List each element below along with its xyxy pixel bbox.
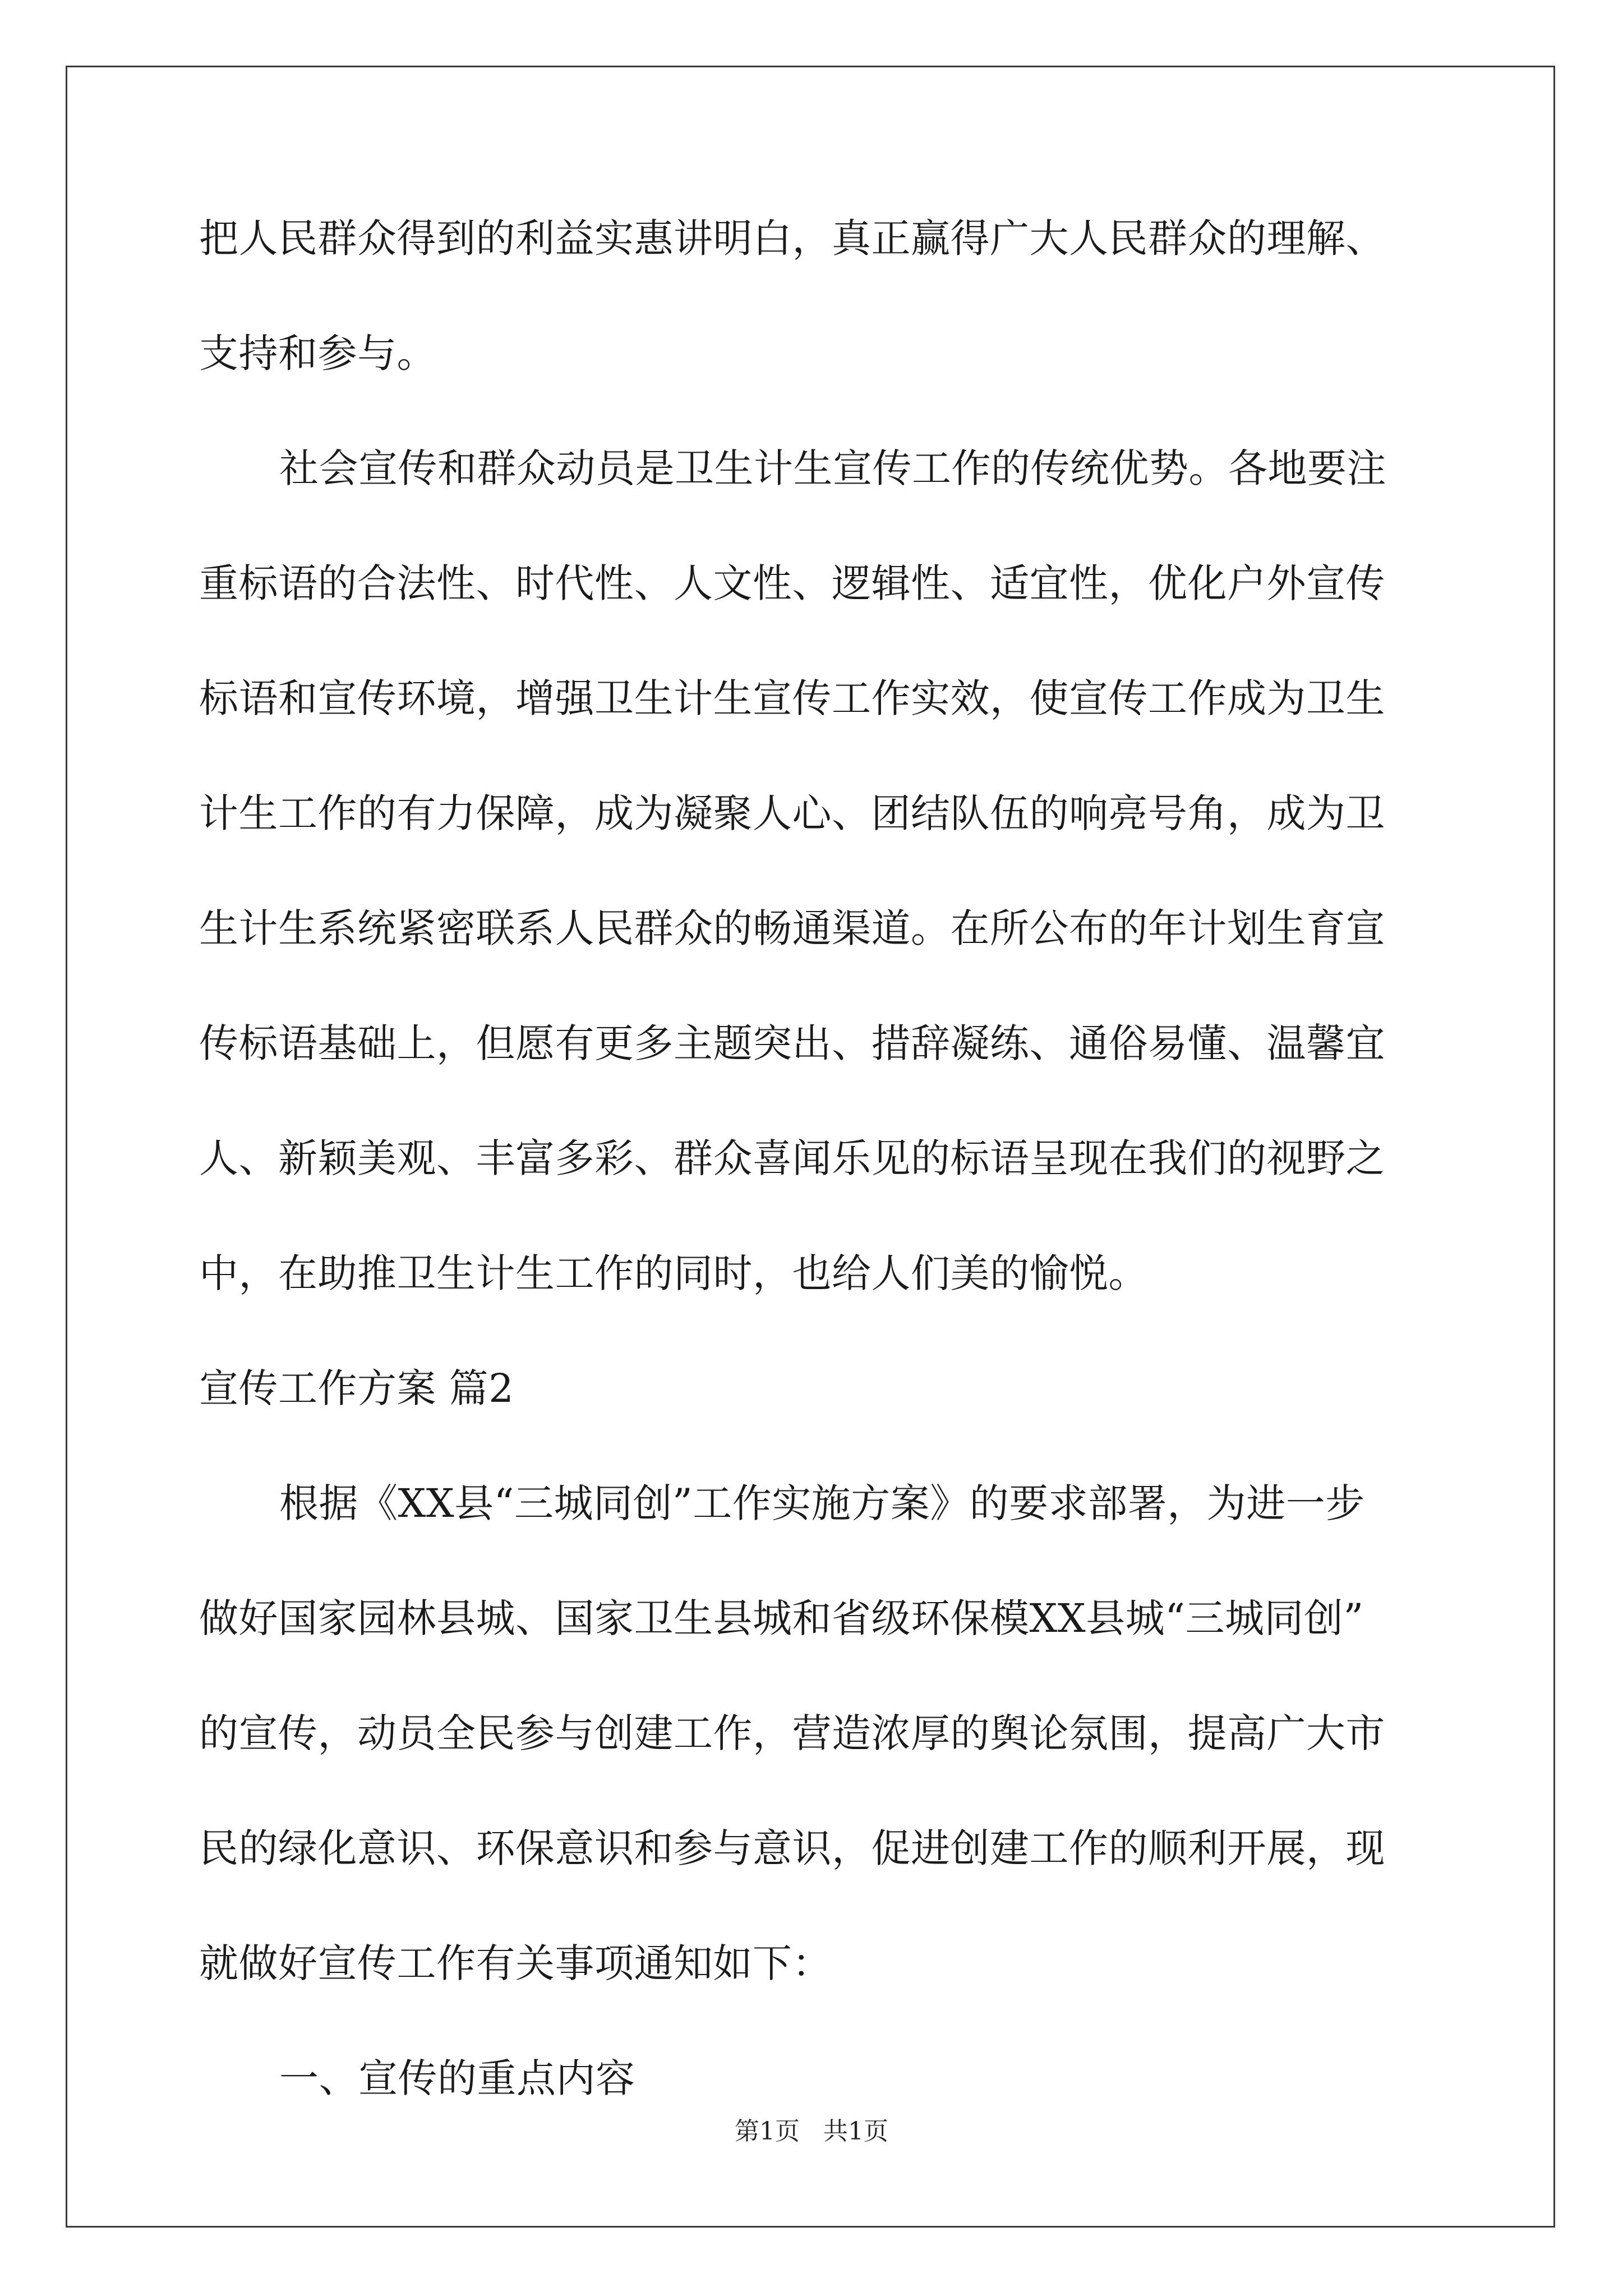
paragraph-line: 社会宣传和群众动员是卫生计生宣传工作的传统优势。各地要注 [279,445,1386,491]
paragraph-line: 做好国家园林县城、国家卫生县城和省级环保模XX县城“三城同创” [199,1595,1364,1641]
paragraph-line: 根据《XX县“三城同创”工作实施方案》的要求部署，为进一步 [279,1480,1365,1526]
paragraph-line: 支持和参与。 [199,330,436,376]
paragraph-line: 重标语的合法性、时代性、人文性、逻辑性、适宜性，优化户外宣传 [199,560,1385,606]
paragraph-line: 民的绿化意识、环保意识和参与意识，促进创建工作的顺利开展，现 [199,1825,1385,1871]
subsection-heading: 一、宣传的重点内容 [279,2055,635,2101]
paragraph-line: 人、新颖美观、丰富多彩、群众喜闻乐见的标语呈现在我们的视野之 [199,1135,1385,1181]
paragraph-line: 传标语基础上，但愿有更多主题突出、措辞凝练、通俗易懂、温馨宜 [199,1020,1385,1066]
paragraph-line: 生计生系统紧密联系人民群众的畅通渠道。在所公布的年计划生育宣 [199,905,1385,951]
section-heading: 宣传工作方案 篇2 [199,1365,514,1411]
paragraph-line: 的宣传，动员全民参与创建工作，营造浓厚的舆论氛围，提高广大市 [199,1710,1385,1756]
paragraph-line: 把人民群众得到的利益实惠讲明白，真正赢得广大人民群众的理解、 [199,215,1385,261]
page-footer: 第1页 共1页 [735,2117,888,2146]
document-body [199,210,1450,2165]
paragraph-line: 计生工作的有力保障，成为凝聚人心、团结队伍的响亮号角，成为卫 [199,790,1385,836]
paragraph-line: 就做好宣传工作有关事项通知如下： [199,1940,832,1986]
paragraph-line: 中，在助推卫生计生工作的同时，也给人们美的愉悦。 [199,1250,1148,1296]
paragraph-line: 标语和宣传环境，增强卫生计生宣传工作实效，使宣传工作成为卫生 [199,675,1385,721]
